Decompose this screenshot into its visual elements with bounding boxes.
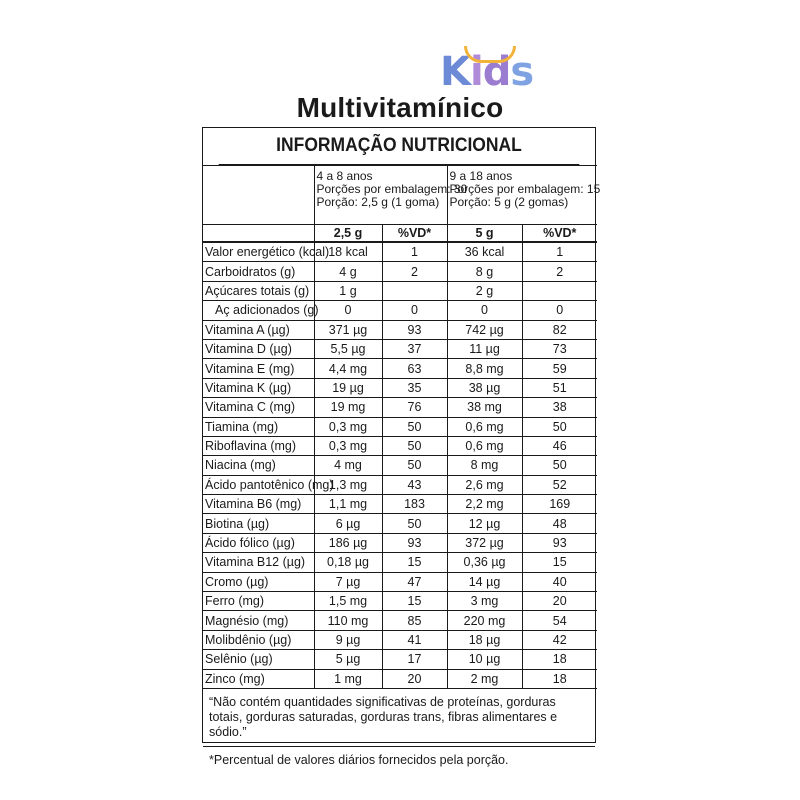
nutrient-label: Vitamina D (µg) [203,339,314,358]
nutrient-label: Niacina (mg) [203,456,314,475]
dv-b: 42 [522,630,597,649]
dv-a: 43 [382,475,447,494]
nutrient-label: Cromo (µg) [203,572,314,591]
dv-b: 52 [522,475,597,494]
dv-b: 48 [522,514,597,533]
amount-a: 4 mg [314,456,382,475]
nutrient-row [203,262,597,281]
nutrient-label: Riboflavina (mg) [203,436,314,455]
nutrient-row [203,553,597,572]
dv-a: 50 [382,436,447,455]
dv-a: 2 [382,262,447,281]
amount-b: 2 mg [447,669,522,688]
group-a-line: 4 a 8 anos [316,169,373,183]
amount-b: 14 µg [447,572,522,591]
amount-b: 0,6 mg [447,436,522,455]
dv-b: 54 [522,611,597,630]
amount-a: 1 g [314,281,382,300]
nutrient-row [203,572,597,591]
serving-group-b [447,166,601,225]
amount-b: 12 µg [447,514,522,533]
nutrient-label: Tiamina (mg) [203,417,314,436]
dv-a: 50 [382,514,447,533]
dv-b: 73 [522,339,597,358]
notes [203,689,595,768]
nutrient-row [203,301,597,320]
empty-header-cell [203,225,314,243]
nutrient-label: Vitamina A (µg) [203,320,314,339]
logo-letter: s [510,49,534,95]
dv-a [382,281,447,300]
dv-b: 40 [522,572,597,591]
nutrient-row [203,281,597,300]
nutrient-row [203,592,597,611]
nutrient-label: Ácido pantotênico (mg) [203,475,314,494]
dv-a: 1 [382,242,447,262]
amount-b: 2,6 mg [447,475,522,494]
dv-a: 41 [382,630,447,649]
amount-b: 8,8 mg [447,359,522,378]
dv-a: 93 [382,320,447,339]
group-b-line: Porção: 5 g (2 gomas) [449,195,569,209]
amount-a: 186 µg [314,533,382,552]
dv-b: 51 [522,378,597,397]
amount-a: 371 µg [314,320,382,339]
amount-a: 7 µg [314,572,382,591]
amount-b: 11 µg [447,339,522,358]
dv-b: 59 [522,359,597,378]
logo-letter: i [470,49,483,95]
dv-b: 46 [522,436,597,455]
amount-b: 8 mg [447,456,522,475]
dv-b: 15 [522,553,597,572]
group-a-line: Porção: 2,5 g (1 goma) [316,195,440,209]
dv-a: 15 [382,592,447,611]
nutrient-label: Carboidratos (g) [203,262,314,281]
nutrient-row [203,378,597,397]
nutrient-label: Molibdênio (µg) [203,630,314,649]
amount-b: 38 mg [447,398,522,417]
nutrient-row [203,514,597,533]
amount-a: 1,5 mg [314,592,382,611]
nutrient-label: Zinco (mg) [203,669,314,688]
nutrient-label: Aç adicionados (g) [203,301,314,320]
dv-a: 17 [382,650,447,669]
nutrient-row [203,475,597,494]
amount-a: 9 µg [314,630,382,649]
amount-a: 6 µg [314,514,382,533]
nutrient-label: Valor energético (kcal) [203,242,314,262]
serving-header-row [203,166,597,225]
nutrient-label: Vitamina C (mg) [203,398,314,417]
logo-letter: d [482,49,511,95]
nutrient-label: Vitamina B12 (µg) [203,553,314,572]
dv-a: 0 [382,301,447,320]
amount-b: 2,2 mg [447,495,522,514]
nutrient-row [203,417,597,436]
nutrient-row [203,495,597,514]
amount-b: 0 [447,301,522,320]
dv-a: 47 [382,572,447,591]
dv-a: 20 [382,669,447,688]
kids-logo [440,49,534,95]
amount-a: 5 µg [314,650,382,669]
dv-b: 18 [522,650,597,669]
dv-b: 82 [522,320,597,339]
logo-letter: K [440,49,470,95]
dv-b: 0 [522,301,597,320]
nutrient-label: Ferro (mg) [203,592,314,611]
amount-b: 0,36 µg [447,553,522,572]
amount-b: 372 µg [447,533,522,552]
dv-b: 18 [522,669,597,688]
dv-a: 63 [382,359,447,378]
amount-a: 0,18 µg [314,553,382,572]
footnote-not-significant: “Não contém quantidades significativas de proteínas, gorduras totais, gorduras saturadas, gorduras trans, fibras alimentares e sódio.” [209,694,558,739]
footnote-daily-value: *Percentual de valores diários fornecidos pela porção. [203,746,595,768]
group-b-line: Porções por embalagem: 15 [449,182,601,196]
nutrient-row [203,650,597,669]
dv-a: 50 [382,417,447,436]
amount-b: 742 µg [447,320,522,339]
dv-b: 50 [522,417,597,436]
amount-b: 8 g [447,262,522,281]
dv-b: 93 [522,533,597,552]
column-header: %VD* [382,225,447,243]
nutrient-label: Vitamina B6 (mg) [203,495,314,514]
group-a-line: Porções por embalagem: 30 [316,182,468,196]
dv-a: 93 [382,533,447,552]
empty-header-cell [203,166,314,225]
dv-a: 15 [382,553,447,572]
nutrient-label: Vitamina E (mg) [203,359,314,378]
nutrient-label: Magnésio (mg) [203,611,314,630]
amount-b: 18 µg [447,630,522,649]
nutrient-label: Biotina (µg) [203,514,314,533]
nutrient-row [203,533,597,552]
amount-a: 0,3 mg [314,417,382,436]
nutrient-row [203,320,597,339]
nutrient-label: Selênio (µg) [203,650,314,669]
dv-b: 20 [522,592,597,611]
amount-a: 19 mg [314,398,382,417]
column-header: 2,5 g [314,225,382,243]
dv-b [522,281,597,300]
amount-a: 1,3 mg [314,475,382,494]
nutrient-label: Ácido fólico (µg) [203,533,314,552]
nutrition-table [203,165,601,689]
panel-title: INFORMAÇÃO NUTRICIONAL [219,128,580,165]
group-b-line: 9 a 18 anos [449,169,513,183]
nutrient-row [203,436,597,455]
dv-b: 169 [522,495,597,514]
dv-a: 35 [382,378,447,397]
dv-b: 50 [522,456,597,475]
nutrient-row [203,339,597,358]
product-title: Multivitamínico [296,92,504,123]
nutrient-row [203,398,597,417]
column-header: 5 g [447,225,522,243]
amount-b: 10 µg [447,650,522,669]
amount-a: 5,5 µg [314,339,382,358]
nutrient-row [203,669,597,688]
amount-b: 36 kcal [447,242,522,262]
dv-b: 2 [522,262,597,281]
amount-b: 38 µg [447,378,522,397]
nutrient-row [203,630,597,649]
dv-a: 76 [382,398,447,417]
dv-a: 50 [382,456,447,475]
dv-b: 1 [522,242,597,262]
dv-a: 183 [382,495,447,514]
amount-b: 3 mg [447,592,522,611]
amount-a: 4 g [314,262,382,281]
amount-a: 19 µg [314,378,382,397]
dv-a: 37 [382,339,447,358]
column-header-row [203,225,597,243]
amount-a: 110 mg [314,611,382,630]
amount-a: 4,4 mg [314,359,382,378]
dv-a: 85 [382,611,447,630]
amount-b: 0,6 mg [447,417,522,436]
nutrient-row [203,359,597,378]
nutrient-row [203,456,597,475]
dv-b: 38 [522,398,597,417]
amount-a: 18 kcal [314,242,382,262]
amount-a: 1 mg [314,669,382,688]
nutrient-label: Vitamina K (µg) [203,378,314,397]
nutrient-label: Açúcares totais (g) [203,281,314,300]
nutrient-row [203,611,597,630]
nutrition-facts-panel [202,127,601,767]
column-header: %VD* [522,225,597,243]
amount-a: 1,1 mg [314,495,382,514]
amount-b: 2 g [447,281,522,300]
serving-group-a [314,166,468,225]
nutrient-row [203,242,597,262]
amount-a: 0,3 mg [314,436,382,455]
amount-a: 0 [314,301,382,320]
amount-b: 220 mg [447,611,522,630]
